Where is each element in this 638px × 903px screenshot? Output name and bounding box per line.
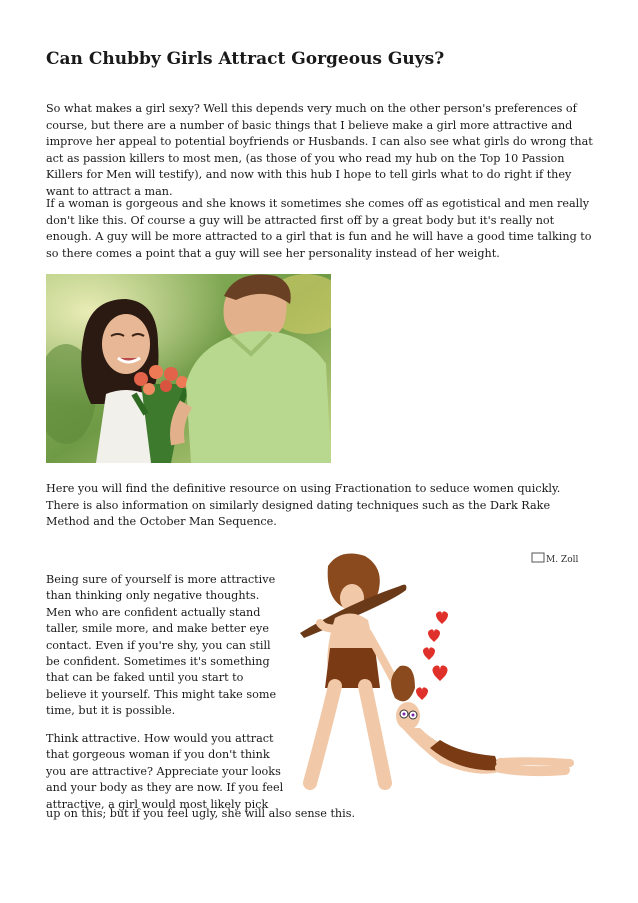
hearts <box>416 611 448 700</box>
confidence-paragraph: Being sure of yourself is more attractive than thinking only negative thoughts. Men who are confident actually stand taller, smile more, and make better eye contact. Even if you're shy, you can still be confident. Sometimes it's something that can be faked until you start to believe it yourself. This might take some time, but it is possible. <box>46 573 277 718</box>
think-attractive-paragraph: Think attractive. How would you attract that gorgeous woman if you don't think you are attractive? Appreciate your looks and your body as they are now. If you feel attractive, a girl would most likely pick <box>46 732 284 811</box>
fractionation-paragraph: Here you will find the definitive resource on using Fractionation to seduce women quickly. There is also information on similarly designed dating techniques such as the Dark Rake Method and the October Man Sequence. <box>46 482 561 528</box>
caveman-cartoon <box>290 548 590 808</box>
cartoon-signature: M. Zoll <box>546 555 579 565</box>
couple-photo <box>46 274 331 463</box>
think-attractive-last-line: up on this; but if you feel ugly, she will also sense this. <box>46 807 356 820</box>
page-title: Can Chubby Girls Attract Gorgeous Guys? <box>46 49 445 69</box>
gorgeous-paragraph: If a woman is gorgeous and she knows it sometimes she comes off as egotistical and men really don't like this. Of course a guy will be attracted first off by a great body but it's really not enough. A guy will be more attracted to a girl that is fun and he will have a good time talking to so there comes a point that a guy will see her personality instead of her weight. <box>46 197 592 260</box>
intro-paragraph: So what makes a girl sexy? Well this depends very much on the other person's preferences of course, but there are a number of basic things that I believe make a girl more attractive and improve her appeal to potential boyfriends or Husbands. I can also see what girls do wrong that act as passion killers to most men, (as those of you who read my hub on the Top 10 Passion Killers for Men will testify), and now with this hub I hope to tell girls what to do right if they want to attract a man. <box>46 102 593 198</box>
